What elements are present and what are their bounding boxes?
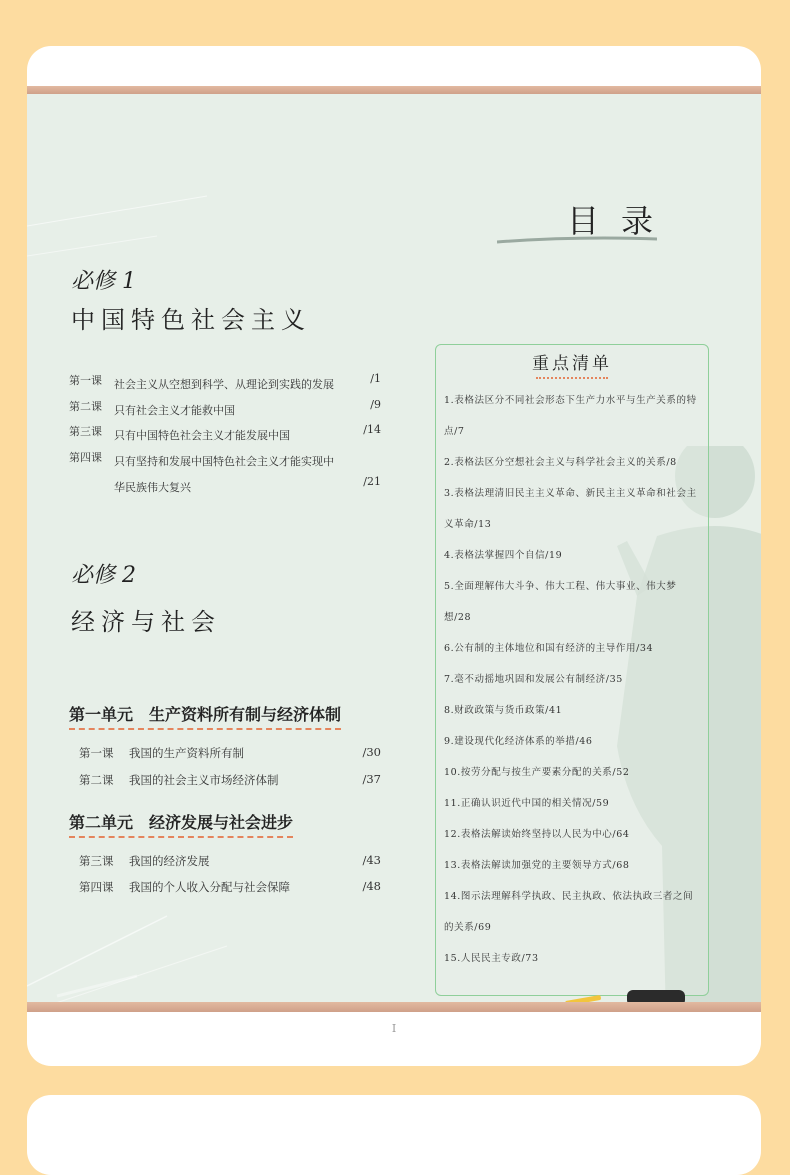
board-frame-bottom	[27, 1002, 761, 1012]
key-points-title: 重点清单	[532, 354, 612, 374]
key-point-item[interactable]: 7.毫不动摇地巩固和发展公有制经济/35	[444, 674, 623, 685]
lesson-title: 我国的经济发展	[129, 854, 210, 868]
key-points-underline	[536, 374, 608, 379]
lesson-number: 第三课	[69, 425, 102, 438]
key-point-item[interactable]: 10.按劳分配与按生产要素分配的关系/52	[444, 767, 630, 778]
unit-heading[interactable]: 第二单元 经济发展与社会进步	[69, 810, 293, 838]
key-point-item[interactable]: 13.表格法解读加强党的主要领导方式/68	[444, 860, 630, 871]
key-points-box	[435, 344, 709, 996]
lesson-number: 第三课	[79, 854, 114, 868]
lesson-page: /21	[363, 475, 381, 488]
lesson-title: 我国的社会主义市场经济体制	[129, 773, 279, 787]
lesson-page: /9	[370, 398, 381, 411]
key-point-item[interactable]: 12.表格法解读始终坚持以人民为中心/64	[444, 829, 630, 840]
book2-label: 必修 2	[71, 563, 136, 588]
chalk-underline	[497, 236, 657, 246]
lesson-number: 第一课	[69, 374, 102, 387]
toc-title: 目录	[567, 202, 676, 240]
lesson-page: /48	[362, 879, 381, 893]
key-point-item[interactable]: 4.表格法掌握四个自信/19	[444, 550, 563, 561]
page-card	[27, 46, 761, 1066]
lesson-title: 只有社会主义才能救中国	[114, 404, 235, 417]
book1-name: 中国特色社会主义	[71, 306, 311, 334]
key-point-item[interactable]: 11.正确认识近代中国的相关情况/59	[444, 798, 610, 809]
book2-name: 经济与社会	[71, 608, 221, 636]
key-point-item[interactable]: 1.表格法区分不同社会形态下生产力水平与生产关系的特点/7	[444, 395, 697, 437]
key-point-item[interactable]: 9.建设现代化经济体系的举措/46	[444, 736, 593, 747]
key-point-item[interactable]: 3.表格法理清旧民主主义革命、新民主主义革命和社会主义革命/13	[444, 488, 697, 530]
unit-heading[interactable]: 第一单元 生产资料所有制与经济体制	[69, 702, 341, 730]
lesson-number: 第二课	[69, 400, 102, 413]
lesson-number: 第四课	[79, 880, 114, 894]
lesson-number: 第四课	[69, 451, 102, 464]
lesson-page: /43	[362, 853, 381, 867]
lesson-page: /37	[362, 772, 381, 786]
lesson-page: /30	[362, 745, 381, 759]
key-point-item[interactable]: 2.表格法区分空想社会主义与科学社会主义的关系/8	[444, 457, 677, 468]
key-points-list	[444, 385, 702, 974]
lesson-page: /14	[363, 423, 381, 436]
page-number: I	[391, 1022, 397, 1035]
lesson-number: 第二课	[79, 773, 114, 787]
key-point-item[interactable]: 15.人民民主专政/73	[444, 953, 539, 964]
book1-label: 必修 1	[71, 269, 136, 294]
chalkboard	[27, 86, 761, 1010]
key-point-item[interactable]: 5.全面理解伟大斗争、伟大工程、伟大事业、伟大梦想/28	[444, 581, 677, 623]
key-point-item[interactable]: 14.图示法理解科学执政、民主执政、依法执政三者之间的关系/69	[444, 891, 694, 933]
board-frame-top	[27, 86, 761, 94]
key-point-item[interactable]: 8.财政政策与货币政策/41	[444, 705, 563, 716]
lesson-title: 我国的生产资料所有制	[129, 746, 244, 760]
lesson-number: 第一课	[79, 746, 114, 760]
lesson-page: /1	[370, 372, 381, 385]
lesson-title: 只有坚持和发展中国特色社会主义才能实现中华民族伟大复兴	[114, 455, 334, 494]
key-point-item[interactable]: 6.公有制的主体地位和国有经济的主导作用/34	[444, 643, 654, 654]
lesson-title: 社会主义从空想到科学、从理论到实践的发展	[114, 378, 334, 391]
lesson-title: 我国的个人收入分配与社会保障	[129, 880, 290, 894]
next-page-card	[27, 1095, 761, 1175]
lesson-title: 只有中国特色社会主义才能发展中国	[114, 429, 290, 442]
